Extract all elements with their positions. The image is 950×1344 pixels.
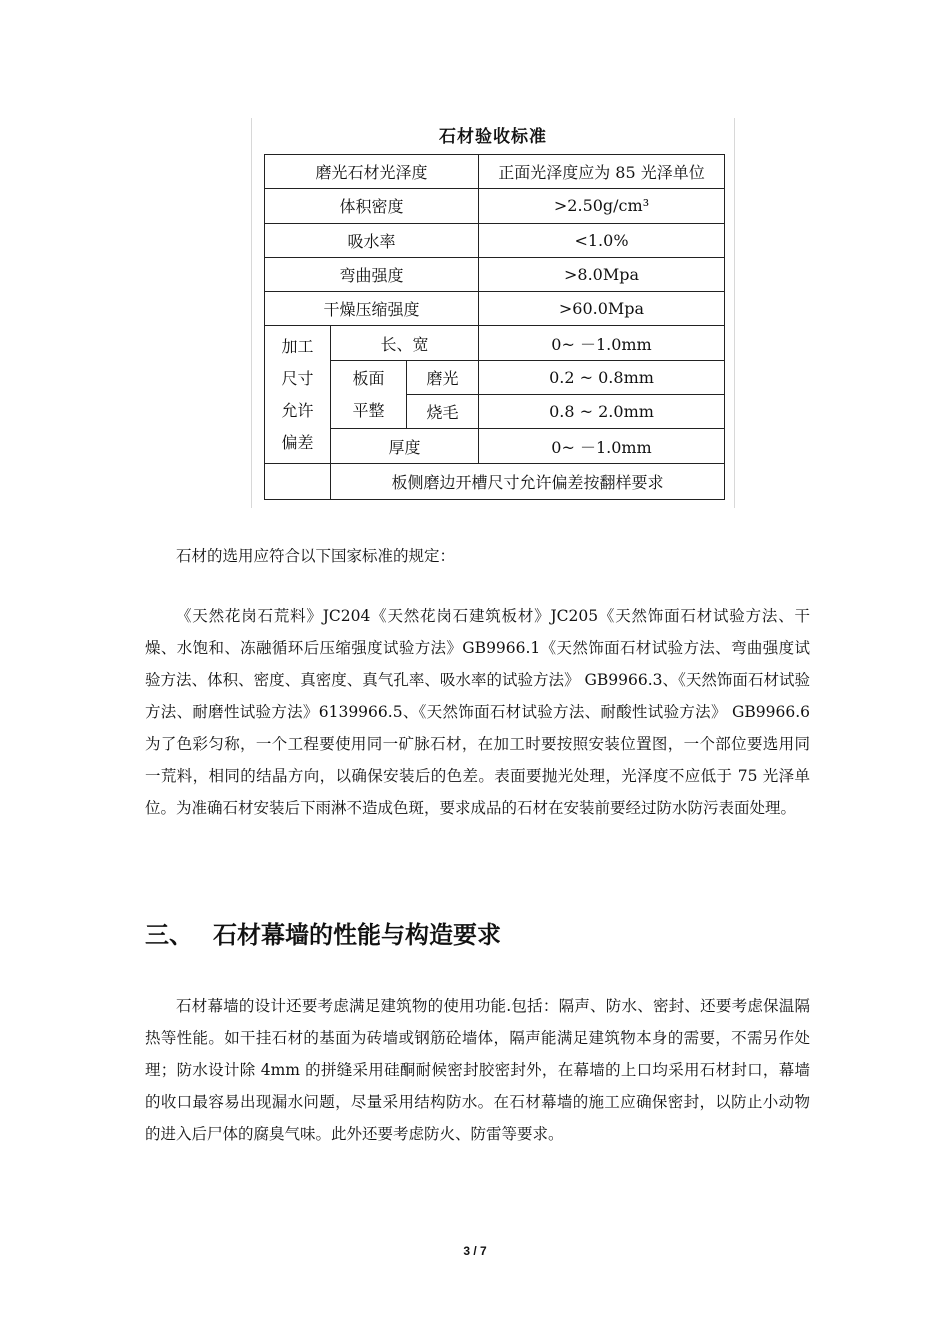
table-cell-label: 干燥压缩强度 — [265, 292, 479, 326]
flatness-text: 板面平整 — [352, 368, 385, 420]
flatness-label — [331, 360, 407, 429]
tolerance-group-text: 加工尺寸允许偏差 — [281, 336, 314, 452]
table-cell-label: 磨光 — [407, 360, 479, 394]
table-row — [265, 360, 725, 394]
paragraph-curtain-wall: 石材幕墙的设计还要考虑满足建筑物的使用功能.包括：隔声、防水、密封、还要考虑保温隔热等性能。如干挂石材的基面为砖墙或钢筋砼墙体，隔声能满足建筑物本身的需要，不需另作处理；防水设计除 4mm 的拼缝采用硅酮耐候密封胶密封外，在幕墙的上口均采用石材封口，幕墙的收口最容易出现漏水问题，尽量采用结构防水。在石材幕墙的施工应确保密封，以防止小动物的进入后尸体的腐臭气味。此外还要考虑防火、防雷等要求。 — [145, 997, 810, 1143]
table-cell-label: 体积密度 — [265, 189, 479, 223]
table-row — [265, 155, 725, 189]
table-cell-value: 0.2 ~ 0.8mm — [479, 360, 725, 394]
table-cell-label: 烧毛 — [407, 395, 479, 429]
table-row — [265, 223, 725, 257]
paragraph-intro: 石材的选用应符合以下国家标准的规定： — [176, 547, 456, 565]
table-row — [265, 429, 725, 463]
page-number: 3 / 7 — [463, 1244, 487, 1258]
table-row — [265, 189, 725, 223]
section-number: 三、 — [145, 921, 193, 949]
table-cell-value: 正面光泽度应为 85 光泽单位 — [479, 155, 725, 189]
tolerance-group-label — [265, 326, 331, 463]
section-title: 石材幕墙的性能与构造要求 — [213, 921, 501, 949]
table-cell-label: 厚度 — [331, 429, 479, 463]
table-cell-label: 吸水率 — [265, 223, 479, 257]
section-heading — [145, 915, 501, 950]
table-cell-value: 0~ －1.0mm — [479, 326, 725, 360]
table-cell-value: <1.0% — [479, 223, 725, 257]
table-cell-empty — [265, 463, 331, 499]
table-row — [265, 292, 725, 326]
table-cell-value: 0.8 ~ 2.0mm — [479, 395, 725, 429]
table-row — [265, 257, 725, 291]
stone-acceptance-table-figure — [251, 118, 735, 508]
table-row — [265, 463, 725, 499]
table-cell-value: >60.0Mpa — [479, 292, 725, 326]
table-cell-label: 长、宽 — [331, 326, 479, 360]
table-row — [265, 326, 725, 360]
table-footer-note: 板侧磨边开槽尺寸允许偏差按翻样要求 — [331, 463, 725, 499]
table-cell-label: 磨光石材光泽度 — [265, 155, 479, 189]
stone-acceptance-table — [264, 154, 725, 500]
table-cell-value: 0~ －1.0mm — [479, 429, 725, 463]
table-title: 石材验收标准 — [439, 127, 547, 147]
table-cell-label: 弯曲强度 — [265, 257, 479, 291]
table-cell-value: >2.50g/cm³ — [479, 189, 725, 223]
table-cell-value: >8.0Mpa — [479, 257, 725, 291]
paragraph-standards: 《天然花岗石荒料》JC204《天然花岗石建筑板材》JC205《天然饰面石材试验方法、干燥、水饱和、冻融循环后压缩强度试验方法》GB9966.1《天然饰面石材试验方法、弯曲强度试验方法、体积、密度、真密度、真气孔率、吸水率的试验方法》 GB9966.3、《天然饰面石材试验方法、耐磨性试验方法》6139966.5、《天然饰面石材试验方法、耐酸性试验方法》 GB9966.6 为了色彩匀称，一个工程要使用同一矿脉石材，在加工时要按照安装位置图，一个部位要选用同一荒料，相同的结晶方向，以确保安装后的色差。表面要抛光处理，光泽度不应低于 75 光泽单位。为准确石材安装后下雨淋不造成色斑，要求成品的石材在安装前要经过防水防污表面处理。 — [145, 607, 810, 817]
